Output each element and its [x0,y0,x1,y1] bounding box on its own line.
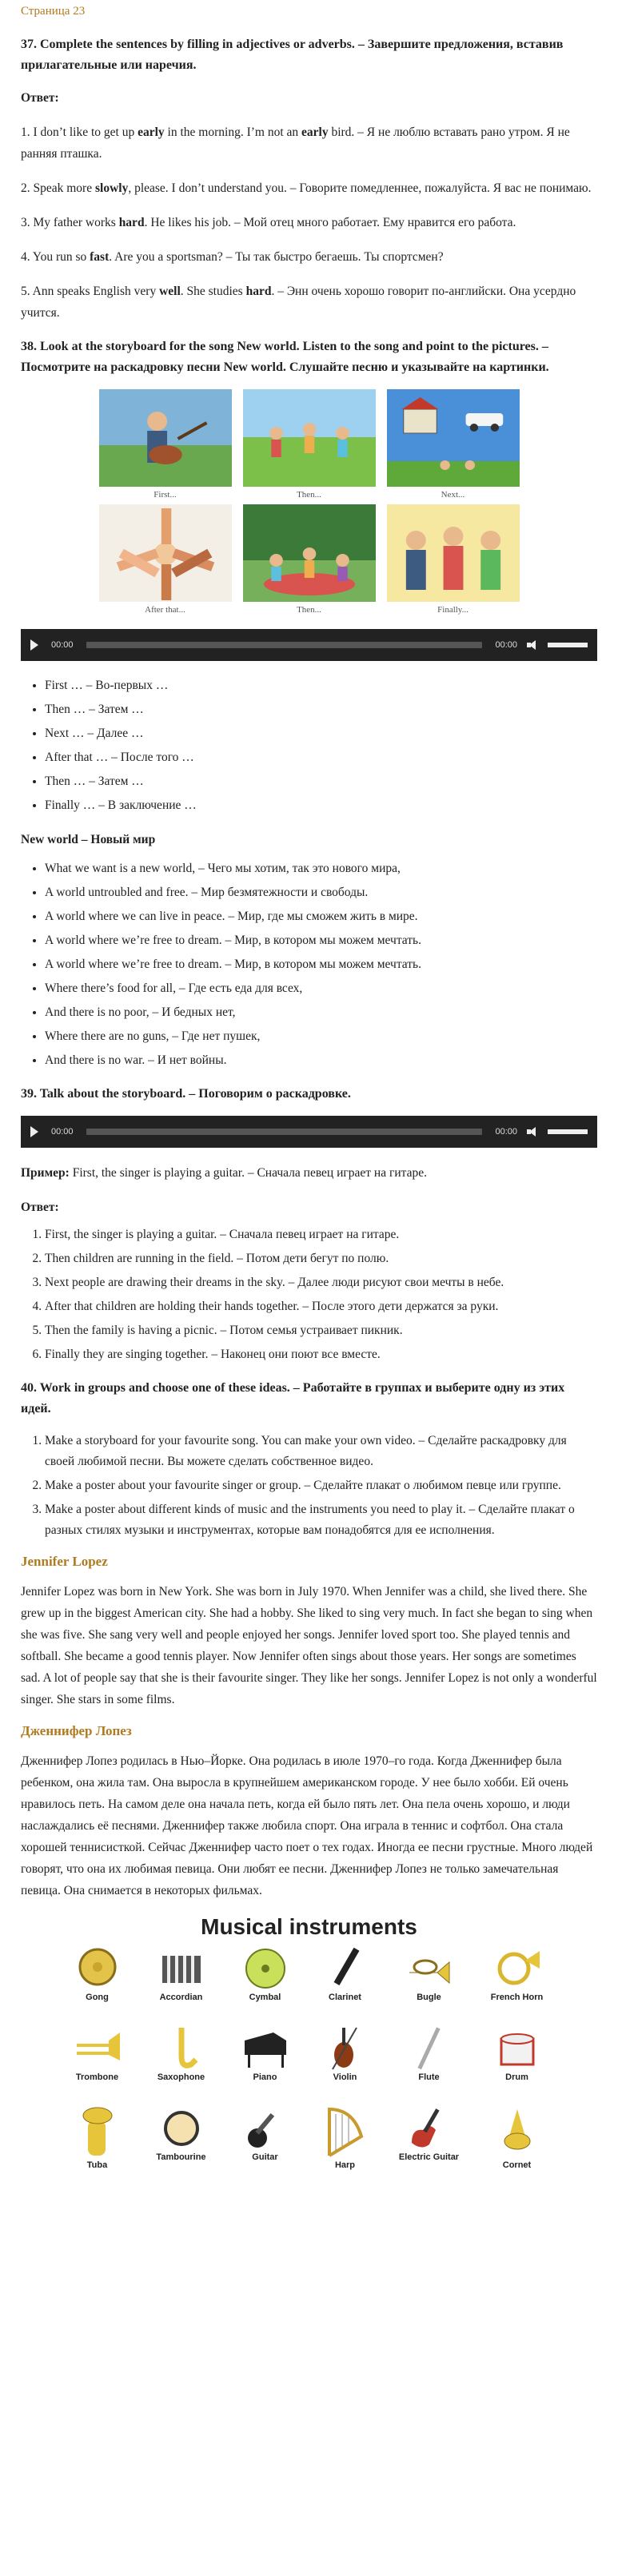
accordion-icon [157,1945,205,1993]
list-item: 5. Then the family is having a picnic. – Потом семья устраивает пикник. [45,1320,597,1341]
ex39-title: 39. Talk about the storyboard. – Поговорим о раскадровке. [21,1087,351,1101]
tuba-item [58,2104,138,2170]
instrument-label: Cornet [502,2160,532,2170]
singer-with-guitar-image [99,389,232,487]
harp-item [305,2104,385,2170]
list-item: 1. First, the singer is playing a guitar. – Сначала певец играет на гитаре. [45,1224,597,1245]
instrument-label: Harp [334,2160,356,2170]
progress-slider[interactable] [86,642,483,648]
list-item: 1. Make a storyboard for your favourite song. You can make your own video. – Сделайте раскадровку для своей любимой песни. Вы можете сделать собственное видео. [45,1431,597,1472]
ex39-answers [21,1224,597,1365]
flute-item [389,2025,469,2082]
instrument-label: Bugle [417,1993,441,2002]
ex37-item: 3. My father works hard. He likes his job. – Мой отец много работает. Ему нравится его работа. [21,216,516,229]
duration-time: 00:00 [495,1127,517,1137]
instrument-label: Tambourine [156,2152,206,2162]
cymbal-icon [241,1945,289,1993]
frame-caption: Then... [297,605,321,615]
frame-caption: After that... [145,605,185,615]
list-item: 2. Then children are running in the field. – Потом дети бегут по полю. [45,1248,597,1269]
gong-item [58,1945,138,2002]
drum-icon [493,2025,541,2072]
gong-icon [74,1945,122,1993]
volume-slider[interactable] [548,643,588,647]
saxophone-item [142,2025,221,2082]
progress-slider[interactable] [86,1129,483,1135]
family-picnic-image [243,504,376,602]
bugle-item [389,1945,469,2002]
list-item: • Next … – Далее … [45,723,597,744]
list-item: • Then … – Затем … [45,771,597,792]
list-item: • Then … – Затем … [45,699,597,720]
trombone-item [58,2025,138,2082]
list-item: • A world where we’re free to dream. – Мир, в котором мы можем мечтать. [45,930,597,951]
storyboard-frame [387,389,520,503]
accordion-item [142,1945,221,2002]
hands-together-image [99,504,232,602]
instrument-label: Tuba [86,2160,108,2170]
list-item: 6. Finally they are singing together. – Наконец они поют все вместе. [45,1344,597,1365]
list-item: • Where there are no guns, – Где нет пушек, [45,1026,597,1047]
volume-icon[interactable] [527,640,538,650]
jlo-en-text: Jennifer Lopez was born in New York. She was born in July 1970. When Jennifer was a child, she lived there. She grew up in the biggest American city. She had a hobby. She liked to sing very much. In fact she began to sing when she was five. She sang very well and people enjoyed her songs. Jennifer loved sport too. She played tennis and softball. She became a good tennis player. Now Jennifer often sings about those years. Her songs are sometimes sad. A lot of people say that she is their favourite singer. They like her songs. Jennifer Lopez is not only a wonderful singer. She stars in some films. [21,1585,597,1706]
dreams-in-sky-image [387,389,520,487]
cornet-icon [493,2104,541,2160]
bugle-icon [405,1945,453,1993]
tambourine-icon [157,2104,205,2152]
play-icon[interactable] [30,1126,38,1137]
list-item: • Where there’s food for all, – Где есть еда для всех, [45,978,597,999]
cornet-item [477,2104,557,2170]
violin-icon [321,2025,369,2072]
sequence-list [21,675,597,816]
ex37-item: 5. Ann speaks English very well. She studies hard. – Энн очень хорошо говорит по-английски. Она усердно учится. [21,285,576,320]
list-item: • What we want is a new world, – Чего мы хотим, так это нового мира, [45,858,597,879]
list-item: • And there is no poor, – И бедных нет, [45,1002,597,1023]
guitar-item [225,2104,305,2162]
list-item: 3. Next people are drawing their dreams in the sky. – Далее люди рисуют свои мечты в небе. [45,1272,597,1293]
ex39-answer-label: Ответ: [21,1200,59,1214]
volume-slider[interactable] [548,1129,588,1134]
frame-caption: Then... [297,490,321,500]
electric-guitar-icon [405,2104,453,2152]
list-item: • Finally … – В заключение … [45,795,597,816]
instrument-label: Guitar [252,2152,278,2162]
list-item: • After that … – После того … [45,747,597,768]
harp-icon [321,2104,369,2160]
instrument-label: Accordian [159,1993,203,2002]
singing-together-image [387,504,520,602]
play-icon[interactable] [30,639,38,651]
list-item: • A world untroubled and free. – Мир безмятежности и свободы. [45,882,597,903]
list-item: 3. Make a poster about different kinds of music and the instruments you need to play it. – Сделайте плакат о разных стилях музыки и инструментах, которые вам понадобятся для ее исполнения. [45,1499,597,1541]
list-item: • A world where we’re free to dream. – Мир, в котором мы можем мечтать. [45,954,597,975]
song-title: New world – Новый мир [21,833,156,846]
ex38-title: 38. Look at the storyboard for the song New world. Listen to the song and point to the pictures. – Посмотрите на раскадровку песни New world. Слушайте песню и указывайте на картинки. [21,340,549,374]
instrument-label: Flute [418,2072,440,2082]
page-label: Страница 23 [21,5,86,18]
french-horn-icon [493,1945,541,1993]
instrument-label: Cymbal [249,1993,281,2002]
frame-caption: First... [154,490,177,500]
instrument-label: Gong [86,1993,109,2002]
song-lyrics-list [21,858,597,1071]
jlo-en-title: Jennifer Lopez [21,1554,108,1569]
storyboard-frame [387,504,520,618]
cymbal-item [225,1945,305,2002]
guitar-icon [241,2104,289,2152]
electric-guitar-item [389,2104,469,2162]
list-item: • First … – Во-первых … [45,675,597,696]
ex40-ideas [21,1431,597,1541]
instrument-label: French Horn [490,1993,544,2002]
list-item: • And there is no war. – И нет войны. [45,1050,597,1071]
tambourine-item [142,2104,221,2162]
ex39-example: Пример: First, the singer is playing a guitar. – Сначала певец играет на гитаре. [21,1166,427,1180]
instrument-label: Electric Guitar [398,2152,460,2162]
storyboard-gallery [99,389,520,618]
list-item: 2. Make a poster about your favourite singer or group. – Сделайте плакат о любимом певце или группе. [45,1475,597,1496]
instrument-label: Saxophone [157,2072,205,2082]
ex37-item: 4. You run so fast. Are you a sportsman? – Ты так быстро бегаешь. Ты спортсмен? [21,250,444,264]
clarinet-item [305,1945,385,2002]
drum-item [477,2025,557,2082]
french-horn-item [477,1945,557,2002]
instruments-poster [50,1945,569,2192]
volume-icon[interactable] [527,1127,538,1137]
instrument-label: Clarinet [329,1993,361,2002]
audio-player[interactable] [21,629,597,661]
ex40-title: 40. Work in groups and choose one of these ideas. – Работайте в группах и выберите одну из этих идей. [21,1381,565,1415]
instrument-label: Trombone [75,2072,119,2082]
children-running-image [243,389,376,487]
trombone-icon [74,2025,122,2072]
piano-icon [241,2025,289,2072]
audio-player[interactable] [21,1116,597,1148]
ex37-item: 1. I don’t like to get up early in the morning. I’m not an early bird. – Я не люблю вставать рано утром. Я не ранняя пташка. [21,125,570,161]
frame-caption: Next... [441,490,465,500]
storyboard-frame [243,389,376,503]
current-time: 00:00 [51,640,74,650]
storyboard-frame [243,504,376,618]
flute-icon [405,2025,453,2072]
violin-item [305,2025,385,2082]
duration-time: 00:00 [495,640,517,650]
ex37-answer-label: Ответ: [21,91,59,105]
jlo-ru-text: Дженнифер Лопез родилась в Нью–Йорке. Она родилась в июле 1970–го года. Когда Дженнифер была ребенком, она жила там. Она выросла в крупнейшем американском городе. У нее было хобби. Ей очень нравилось петь. На самом деле она начала петь, когда ей было пять лет. Она пела очень хорошо, и люди наслаждались её песнями. Дженнифер также любила спорт. Она играла в теннис и софтбол. Она стала хорошей теннисисткой. Сейчас Дженнифер часто поет о тех годах. Иногда ее песни грустные. Много людей говорят, что она их любимая певица. Они любят ее песни. Дженнифер Лопез не только замечательная певица. Она снимается в некоторых фильмах. [21,1754,593,1897]
clarinet-icon [321,1945,369,1993]
frame-caption: Finally... [437,605,468,615]
storyboard-frame [99,504,232,618]
instrument-label: Violin [333,2072,357,2082]
saxophone-icon [157,2025,205,2072]
current-time: 00:00 [51,1127,74,1137]
storyboard-frame [99,389,232,503]
tuba-icon [74,2104,122,2160]
instruments-title: Musical instruments [201,1914,417,1939]
list-item: 4. After that children are holding their hands together. – После этого дети держатся за руки. [45,1296,597,1317]
list-item: • A world where we can live in peace. – Мир, где мы сможем жить в мире. [45,906,597,927]
instrument-label: Drum [505,2072,528,2082]
jlo-ru-title: Дженнифер Лопез [21,1723,132,1738]
ex37-title: 37. Complete the sentences by filling in adjectives or adverbs. – Завершите предложения, вставив прилагательные или наречия. [21,38,564,72]
piano-item [225,2025,305,2082]
instrument-label: Piano [253,2072,277,2082]
ex37-item: 2. Speak more slowly, please. I don’t understand you. – Говорите помедленнее, пожалуйста. Я вас не понимаю. [21,181,592,195]
